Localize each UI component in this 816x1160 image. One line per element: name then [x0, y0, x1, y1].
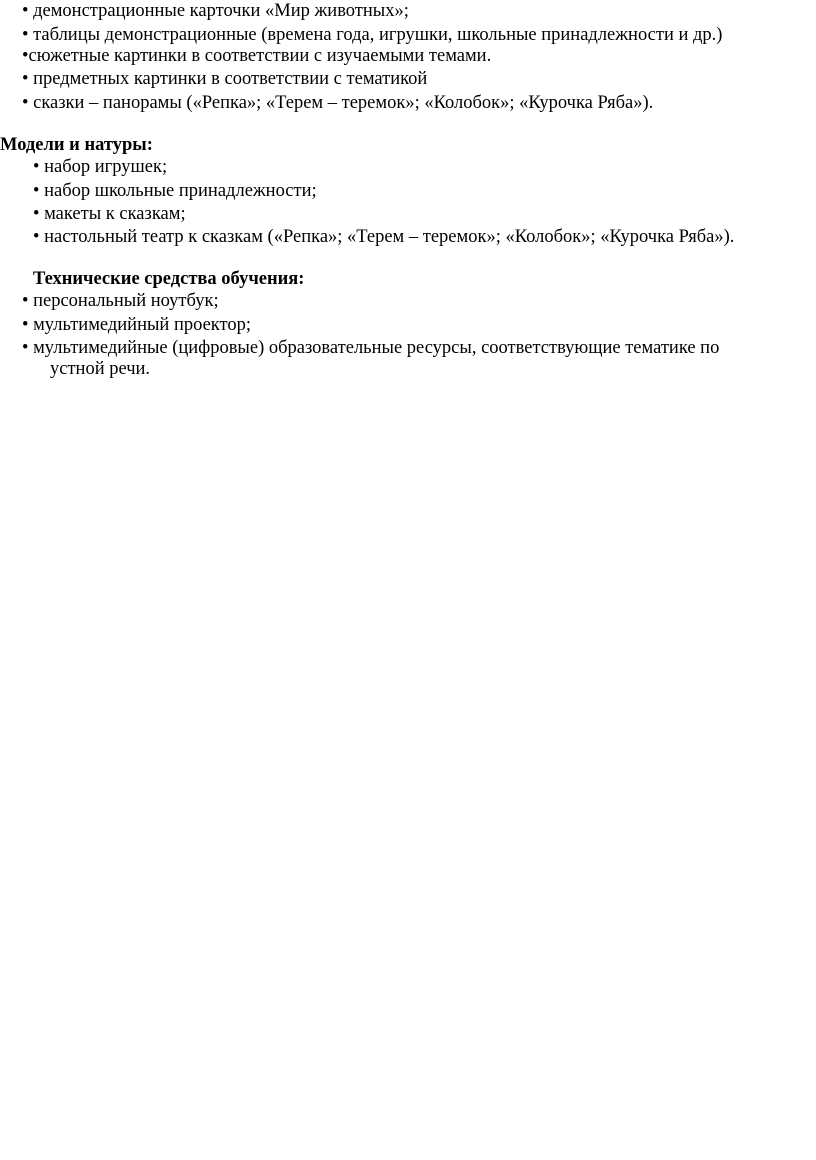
list-item-continuation: устной речи. — [50, 359, 151, 379]
list-item: •сюжетные картинки в соответствии с изучаемыми темами. — [22, 46, 492, 66]
list-item: • мультимедийный проектор; — [22, 315, 252, 335]
list-item: • набор игрушек; — [33, 157, 168, 177]
list-item: • сказки – панорамы («Репка»; «Терем – теремок»; «Колобок»; «Курочка Ряба»). — [22, 93, 654, 113]
list-item: • макеты к сказкам; — [33, 204, 186, 224]
list-item: • набор школьные принадлежности; — [33, 181, 317, 201]
list-item: • мультимедийные (цифровые) образовательные ресурсы, соответствующие тематике по — [22, 338, 720, 358]
list-item: • предметных картинки в соответствии с тематикой — [22, 69, 428, 89]
list-item: • демонстрационные карточки «Мир животных»; — [22, 1, 409, 21]
tech-heading: Технические средства обучения: — [33, 269, 305, 289]
list-item: • таблицы демонстрационные (времена года, игрушки, школьные принадлежности и др.) — [22, 25, 723, 45]
models-heading: Модели и натуры: — [0, 135, 153, 155]
list-item: • настольный театр к сказкам («Репка»; «Терем – теремок»; «Колобок»; «Курочка Ряба»). — [33, 227, 735, 247]
list-item: • персональный ноутбук; — [22, 291, 219, 311]
